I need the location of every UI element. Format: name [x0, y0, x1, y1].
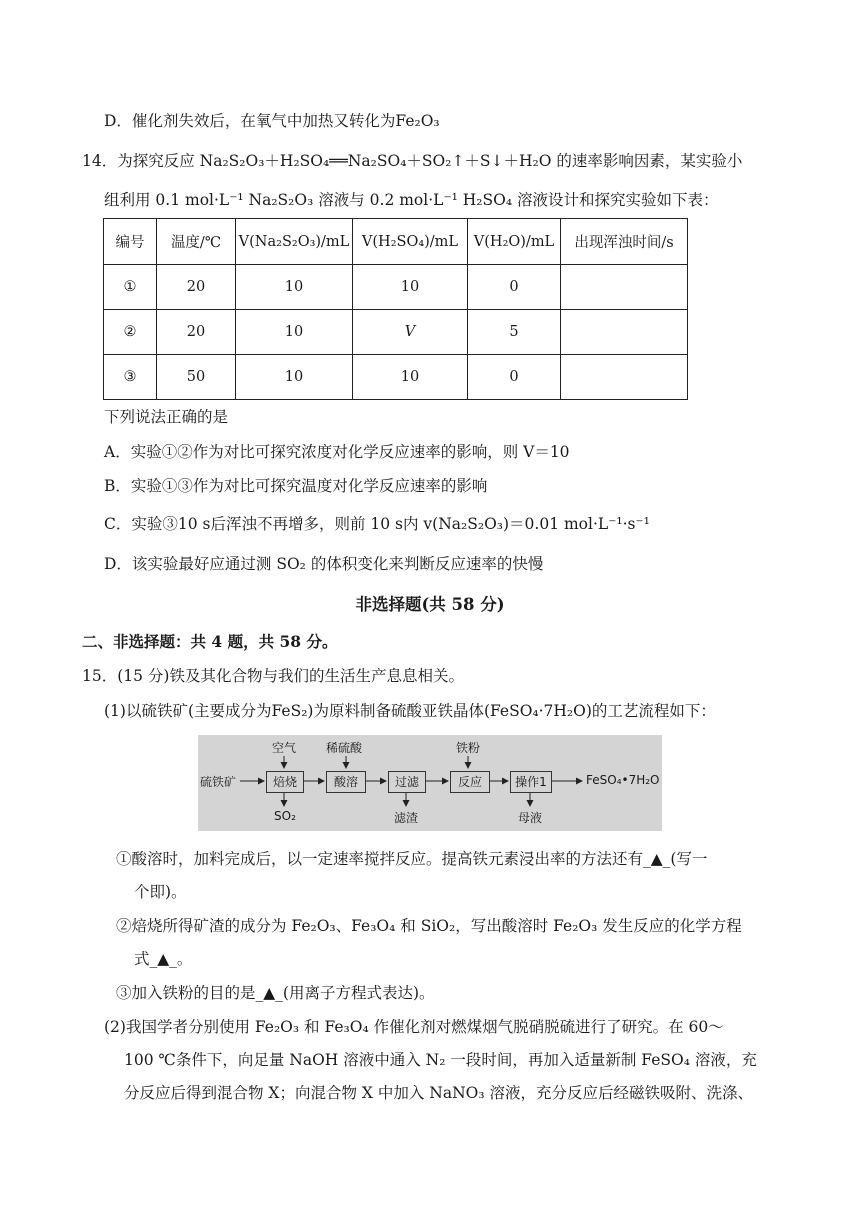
table-cell: 10	[353, 355, 468, 400]
q14-option-a: A．实验①②作为对比可探究浓度对化学反应速率的影响，则 V＝10	[104, 443, 570, 461]
flow-output-so2: SO₂	[274, 809, 296, 823]
q14-option-d: D．该实验最好应通过测 SO₂ 的体积变化来判断反应速率的快慢	[104, 555, 544, 573]
flow-product: FeSO₄•7H₂O	[586, 773, 660, 787]
flow-start: 硫铁矿	[200, 775, 237, 789]
q15-intro: 15．(15 分)铁及其化合物与我们的生活生产息息相关。	[82, 667, 464, 685]
q15-1-sub2-line2: 式_▲_。	[134, 950, 193, 968]
section-subtitle: 二、非选择题：共 4 题，共 58 分。	[82, 632, 338, 651]
header-id: 编号	[104, 219, 157, 265]
flow-step-operation1: 操作1	[510, 771, 552, 793]
q14-prompt: 下列说法正确的是	[104, 408, 229, 426]
table-cell: 20	[157, 265, 236, 310]
table-cell: 0	[468, 265, 561, 310]
flow-input-iron-powder: 铁粉	[456, 741, 481, 755]
table-cell: 10	[353, 265, 468, 310]
process-flow-diagram	[198, 735, 662, 831]
section-title: 非选择题(共 58 分)	[355, 595, 505, 614]
q15-1-sub1-line2: 个即)。	[134, 883, 187, 901]
flow-input-dilute-acid: 稀硫酸	[326, 741, 363, 755]
table-cell	[561, 310, 688, 355]
table-cell	[561, 355, 688, 400]
q14-stem-line1: 14．为探究反应 Na₂S₂O₃＋H₂SO₄══Na₂SO₄＋SO₂↑＋S↓＋H₂O 的速率影响因素，某实验小	[82, 152, 743, 170]
table-cell: ①	[104, 265, 157, 310]
table-cell: 10	[236, 265, 353, 310]
header-v-na2s2o3: V(Na₂S₂O₃)/mL	[236, 219, 353, 265]
table-cell: 10	[236, 310, 353, 355]
q14-stem-line2: 组利用 0.1 mol·L⁻¹ Na₂S₂O₃ 溶液与 0.2 mol·L⁻¹ H₂SO₄ 溶液设计和探究实验如下表：	[104, 191, 719, 209]
flow-output-mother-liquor: 母液	[518, 811, 543, 825]
q15-1-sub2-line1: ②焙烧所得矿渣的成分为 Fe₂O₃、Fe₃O₄ 和 SiO₂，写出酸溶时 Fe₂O₃ 发生反应的化学方程	[116, 917, 742, 935]
table-row	[104, 355, 688, 400]
table-cell: ③	[104, 355, 157, 400]
q15-part2-line3: 分反应后得到混合物 X；向混合物 X 中加入 NaNO₃ 溶液，充分反应后经磁铁吸附、洗涤、	[124, 1084, 753, 1102]
flow-step-acid-dissolve: 酸溶	[326, 771, 366, 793]
header-temperature: 温度/℃	[157, 219, 236, 265]
flow-input-air: 空气	[272, 741, 297, 755]
q15-part1: (1)以硫铁矿(主要成分为FeS₂)为原料制备硫酸亚铁晶体(FeSO₄·7H₂O)的工艺流程如下：	[104, 702, 716, 720]
experiment-table	[103, 218, 688, 400]
table-cell: 5	[468, 310, 561, 355]
table-header-row	[104, 219, 688, 265]
q15-1-sub3: ③加入铁粉的目的是_▲_(用离子方程式表达)。	[116, 984, 435, 1002]
table-row	[104, 265, 688, 310]
q14-option-c: C．实验③10 s后浑浊不再增多，则前 10 s内 v(Na₂S₂O₃)＝0.01 mol·L⁻¹·s⁻¹	[104, 515, 650, 533]
table-cell: 50	[157, 355, 236, 400]
flow-step-roasting: 焙烧	[266, 771, 304, 793]
table-cell: 20	[157, 310, 236, 355]
table-row	[104, 310, 688, 355]
q15-part2-line2: 100 ℃条件下，向足量 NaOH 溶液中通入 N₂ 一段时间，再加入适量新制 FeSO₄ 溶液，充	[124, 1051, 757, 1069]
q13-option-d: D．催化剂失效后，在氧气中加热又转化为Fe₂O₃	[104, 112, 440, 130]
table-cell: V	[353, 310, 468, 355]
q15-1-sub1-line1: ①酸溶时，加料完成后，以一定速率搅拌反应。提高铁元素浸出率的方法还有_▲_(写一	[116, 850, 708, 868]
header-turbidity-time: 出现浑浊时间/s	[561, 219, 688, 265]
table-cell: 10	[236, 355, 353, 400]
table-cell: ②	[104, 310, 157, 355]
header-v-h2o: V(H₂O)/mL	[468, 219, 561, 265]
flow-output-residue: 滤渣	[394, 811, 419, 825]
q14-option-b: B．实验①③作为对比可探究温度对化学反应速率的影响	[104, 477, 488, 495]
table-cell	[561, 265, 688, 310]
flow-step-reaction: 反应	[450, 771, 490, 793]
flow-step-filter: 过滤	[388, 771, 426, 793]
table-cell: 0	[468, 355, 561, 400]
header-v-h2so4: V(H₂SO₄)/mL	[353, 219, 468, 265]
q15-part2-line1: (2)我国学者分别使用 Fe₂O₃ 和 Fe₃O₄ 作催化剂对燃煤烟气脱硝脱硫进行了研究。在 60～	[104, 1018, 724, 1036]
